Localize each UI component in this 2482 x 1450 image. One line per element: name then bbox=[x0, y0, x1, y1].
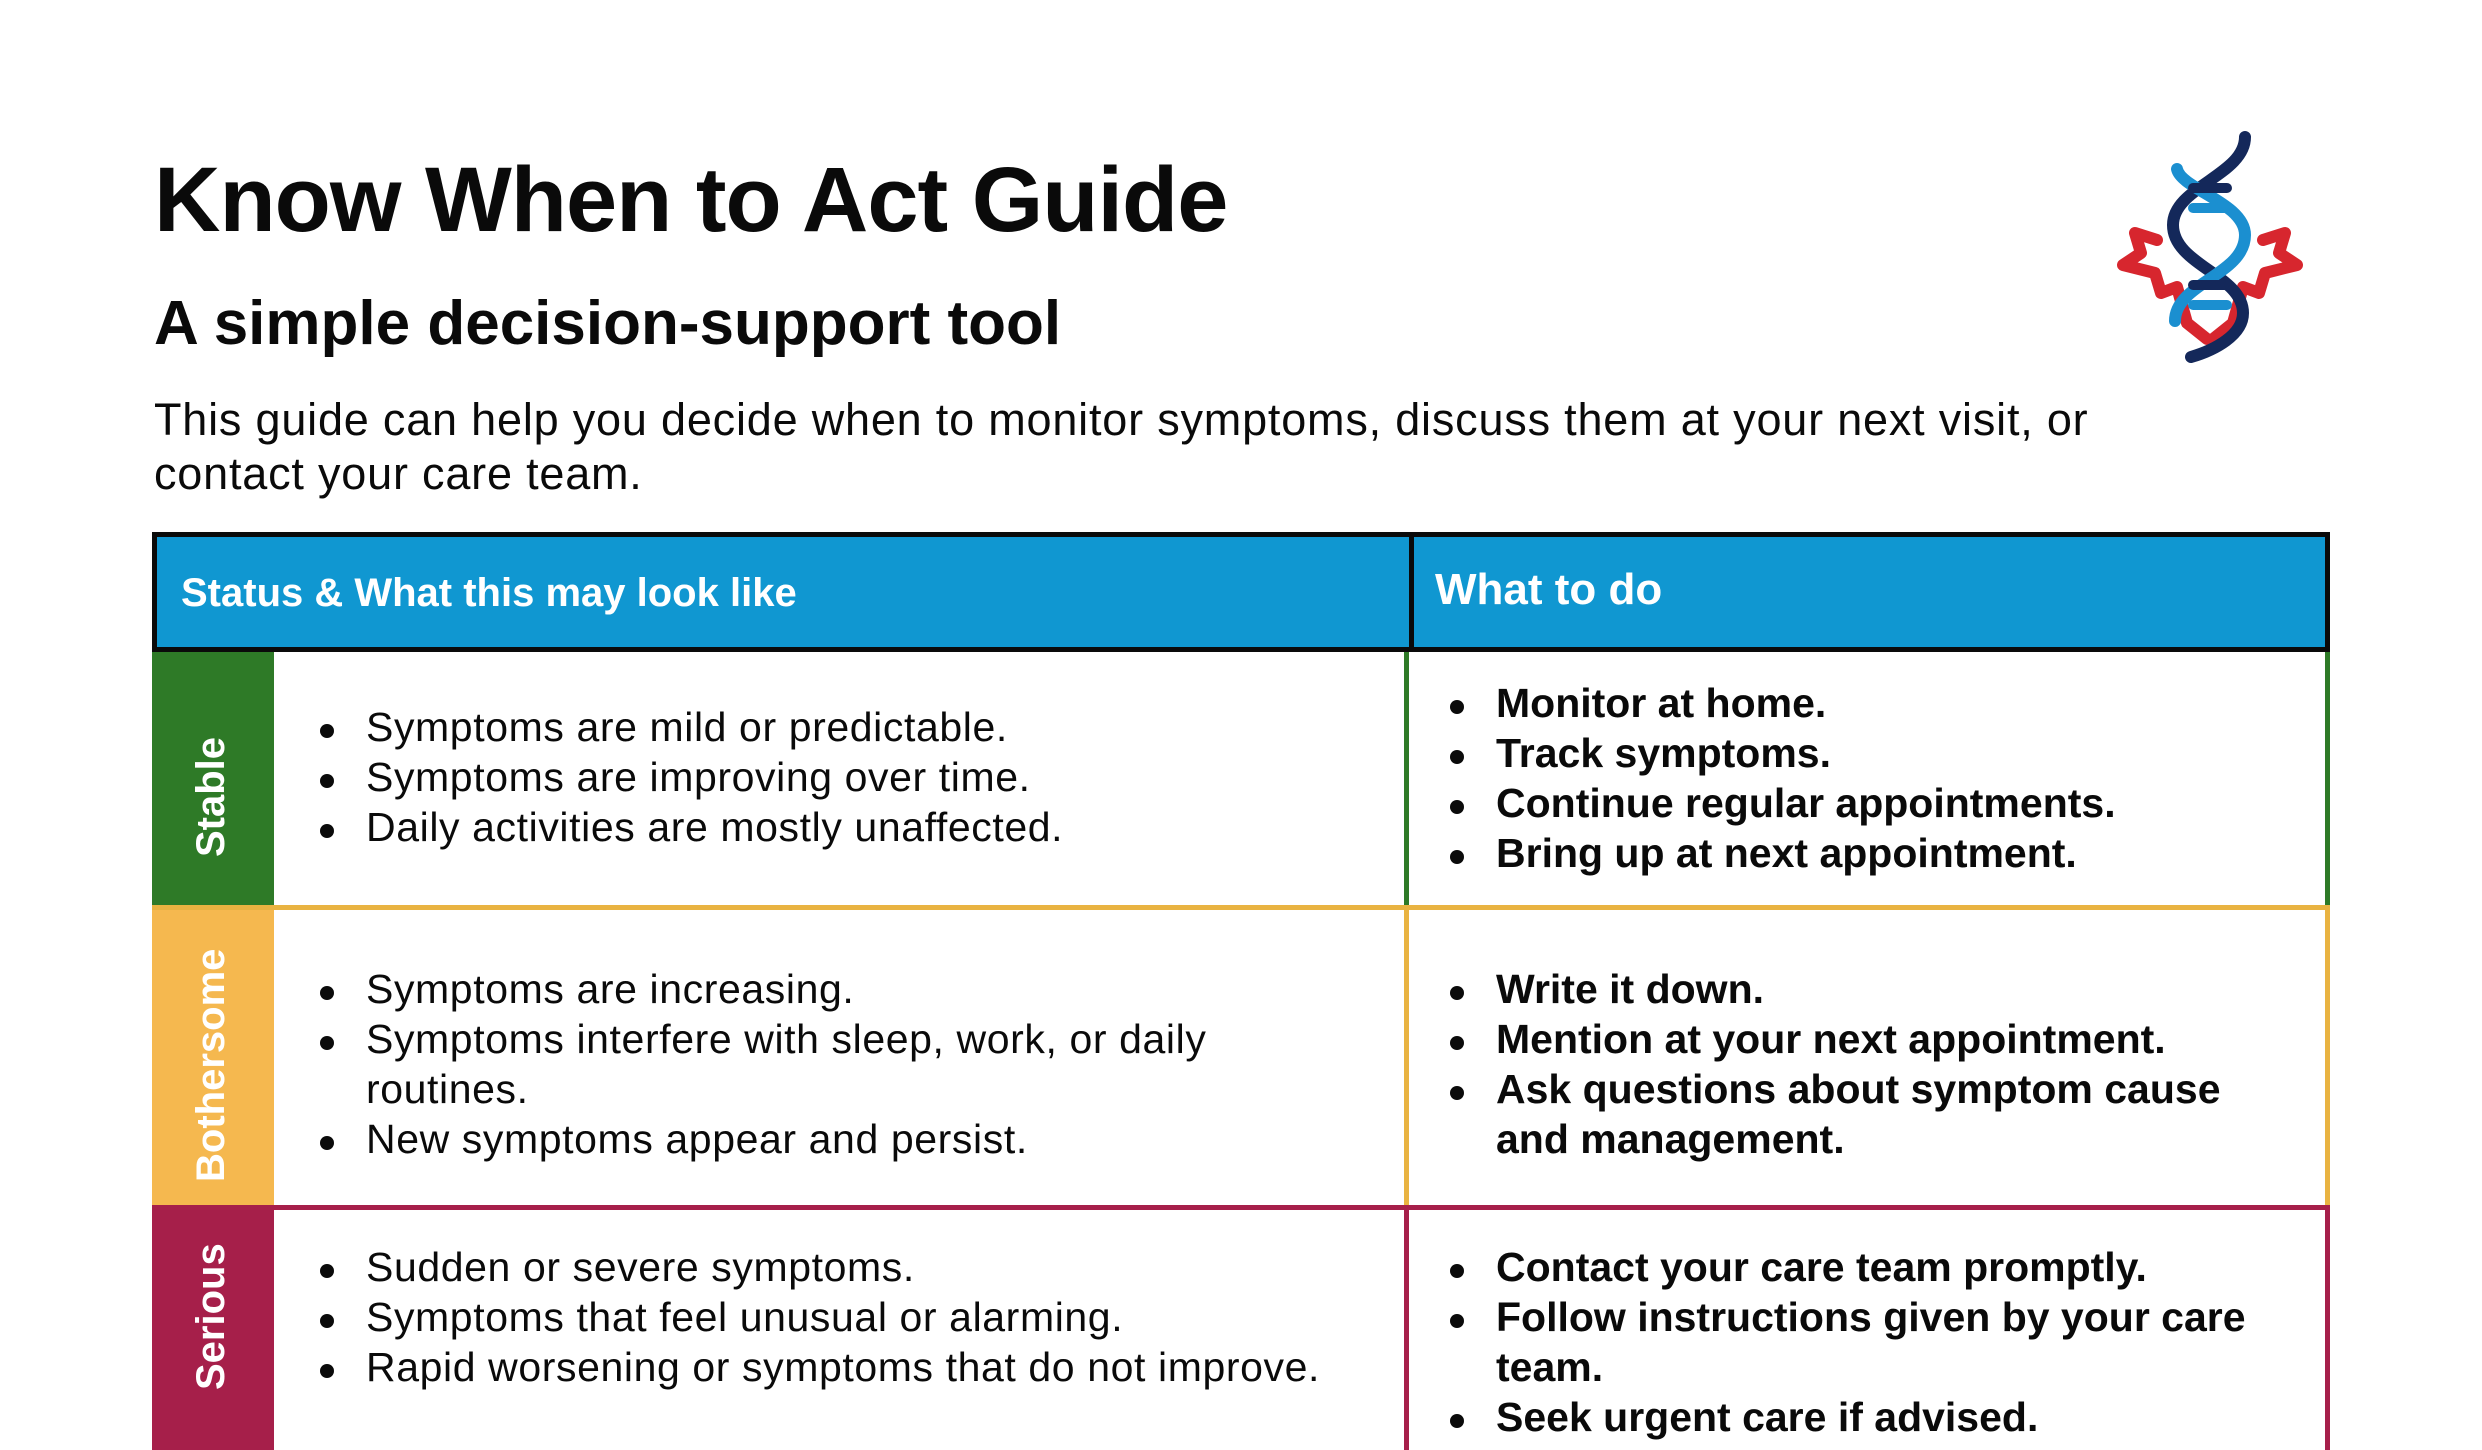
list-item: Daily activities are mostly unaffected. bbox=[310, 802, 1380, 852]
dna-maple-leaf-logo bbox=[2095, 125, 2325, 375]
header-divider bbox=[1409, 537, 1414, 647]
row-divider-serious bbox=[1404, 1210, 1409, 1450]
list-item: Track symptoms. bbox=[1440, 728, 2300, 778]
symptom-list-serious bbox=[310, 1242, 1380, 1392]
column-header-status: Status & What this may look like bbox=[181, 571, 797, 615]
list-item: Bring up at next appointment. bbox=[1440, 828, 2300, 878]
row-divider-stable bbox=[1404, 652, 1409, 905]
status-label-bothersome: Bothersome bbox=[189, 948, 233, 1182]
action-guide-table bbox=[152, 532, 2330, 1440]
row-edge-stable bbox=[2325, 652, 2330, 905]
status-band-bothersome bbox=[152, 910, 274, 1205]
action-list-bothersome bbox=[1440, 964, 2300, 1164]
row-edge-bothersome bbox=[2325, 910, 2330, 1205]
table-header-row bbox=[152, 532, 2330, 652]
row-edge-serious bbox=[2325, 1210, 2330, 1450]
row-divider-bothersome bbox=[1404, 910, 1409, 1205]
action-list-stable bbox=[1440, 678, 2300, 878]
list-item: Contact your care team promptly. bbox=[1440, 1242, 2300, 1292]
list-item: Symptoms that feel unusual or alarming. bbox=[310, 1292, 1380, 1342]
list-item: Symptoms are mild or predictable. bbox=[310, 702, 1380, 752]
page-title: Know When to Act Guide bbox=[154, 149, 1228, 251]
list-item: Mention at your next appointment. bbox=[1440, 1014, 2300, 1064]
list-item: Symptoms interfere with sleep, work, or daily routines. bbox=[310, 1014, 1380, 1114]
status-label-stable: Stable bbox=[189, 736, 233, 857]
action-list-serious bbox=[1440, 1242, 2300, 1442]
table-row-stable bbox=[152, 652, 2330, 910]
list-item: Sudden or severe symptoms. bbox=[310, 1242, 1380, 1292]
symptom-list-bothersome bbox=[310, 964, 1380, 1164]
list-item: Write it down. bbox=[1440, 964, 2300, 1014]
list-item: New symptoms appear and persist. bbox=[310, 1114, 1380, 1164]
column-header-action: What to do bbox=[1435, 565, 1663, 614]
table-row-bothersome bbox=[152, 910, 2330, 1210]
status-band-serious bbox=[152, 1210, 274, 1450]
list-item: Symptoms are increasing. bbox=[310, 964, 1380, 1014]
list-item: Symptoms are improving over time. bbox=[310, 752, 1380, 802]
list-item: Ask questions about symptom cause and management. bbox=[1440, 1064, 2300, 1164]
status-label-serious: Serious bbox=[189, 1243, 233, 1390]
list-item: Seek urgent care if advised. bbox=[1440, 1392, 2300, 1442]
symptom-list-stable bbox=[310, 702, 1380, 852]
page-subtitle: A simple decision-support tool bbox=[154, 289, 1062, 358]
list-item: Monitor at home. bbox=[1440, 678, 2300, 728]
intro-text: This guide can help you decide when to monitor symptoms, discuss them at your next visit, or contact your care team. bbox=[154, 394, 2089, 499]
list-item: Rapid worsening or symptoms that do not improve. bbox=[310, 1342, 1380, 1392]
table-row-serious bbox=[152, 1210, 2330, 1450]
list-item: Continue regular appointments. bbox=[1440, 778, 2300, 828]
list-item: Follow instructions given by your care team. bbox=[1440, 1292, 2300, 1392]
status-band-stable bbox=[152, 652, 274, 905]
